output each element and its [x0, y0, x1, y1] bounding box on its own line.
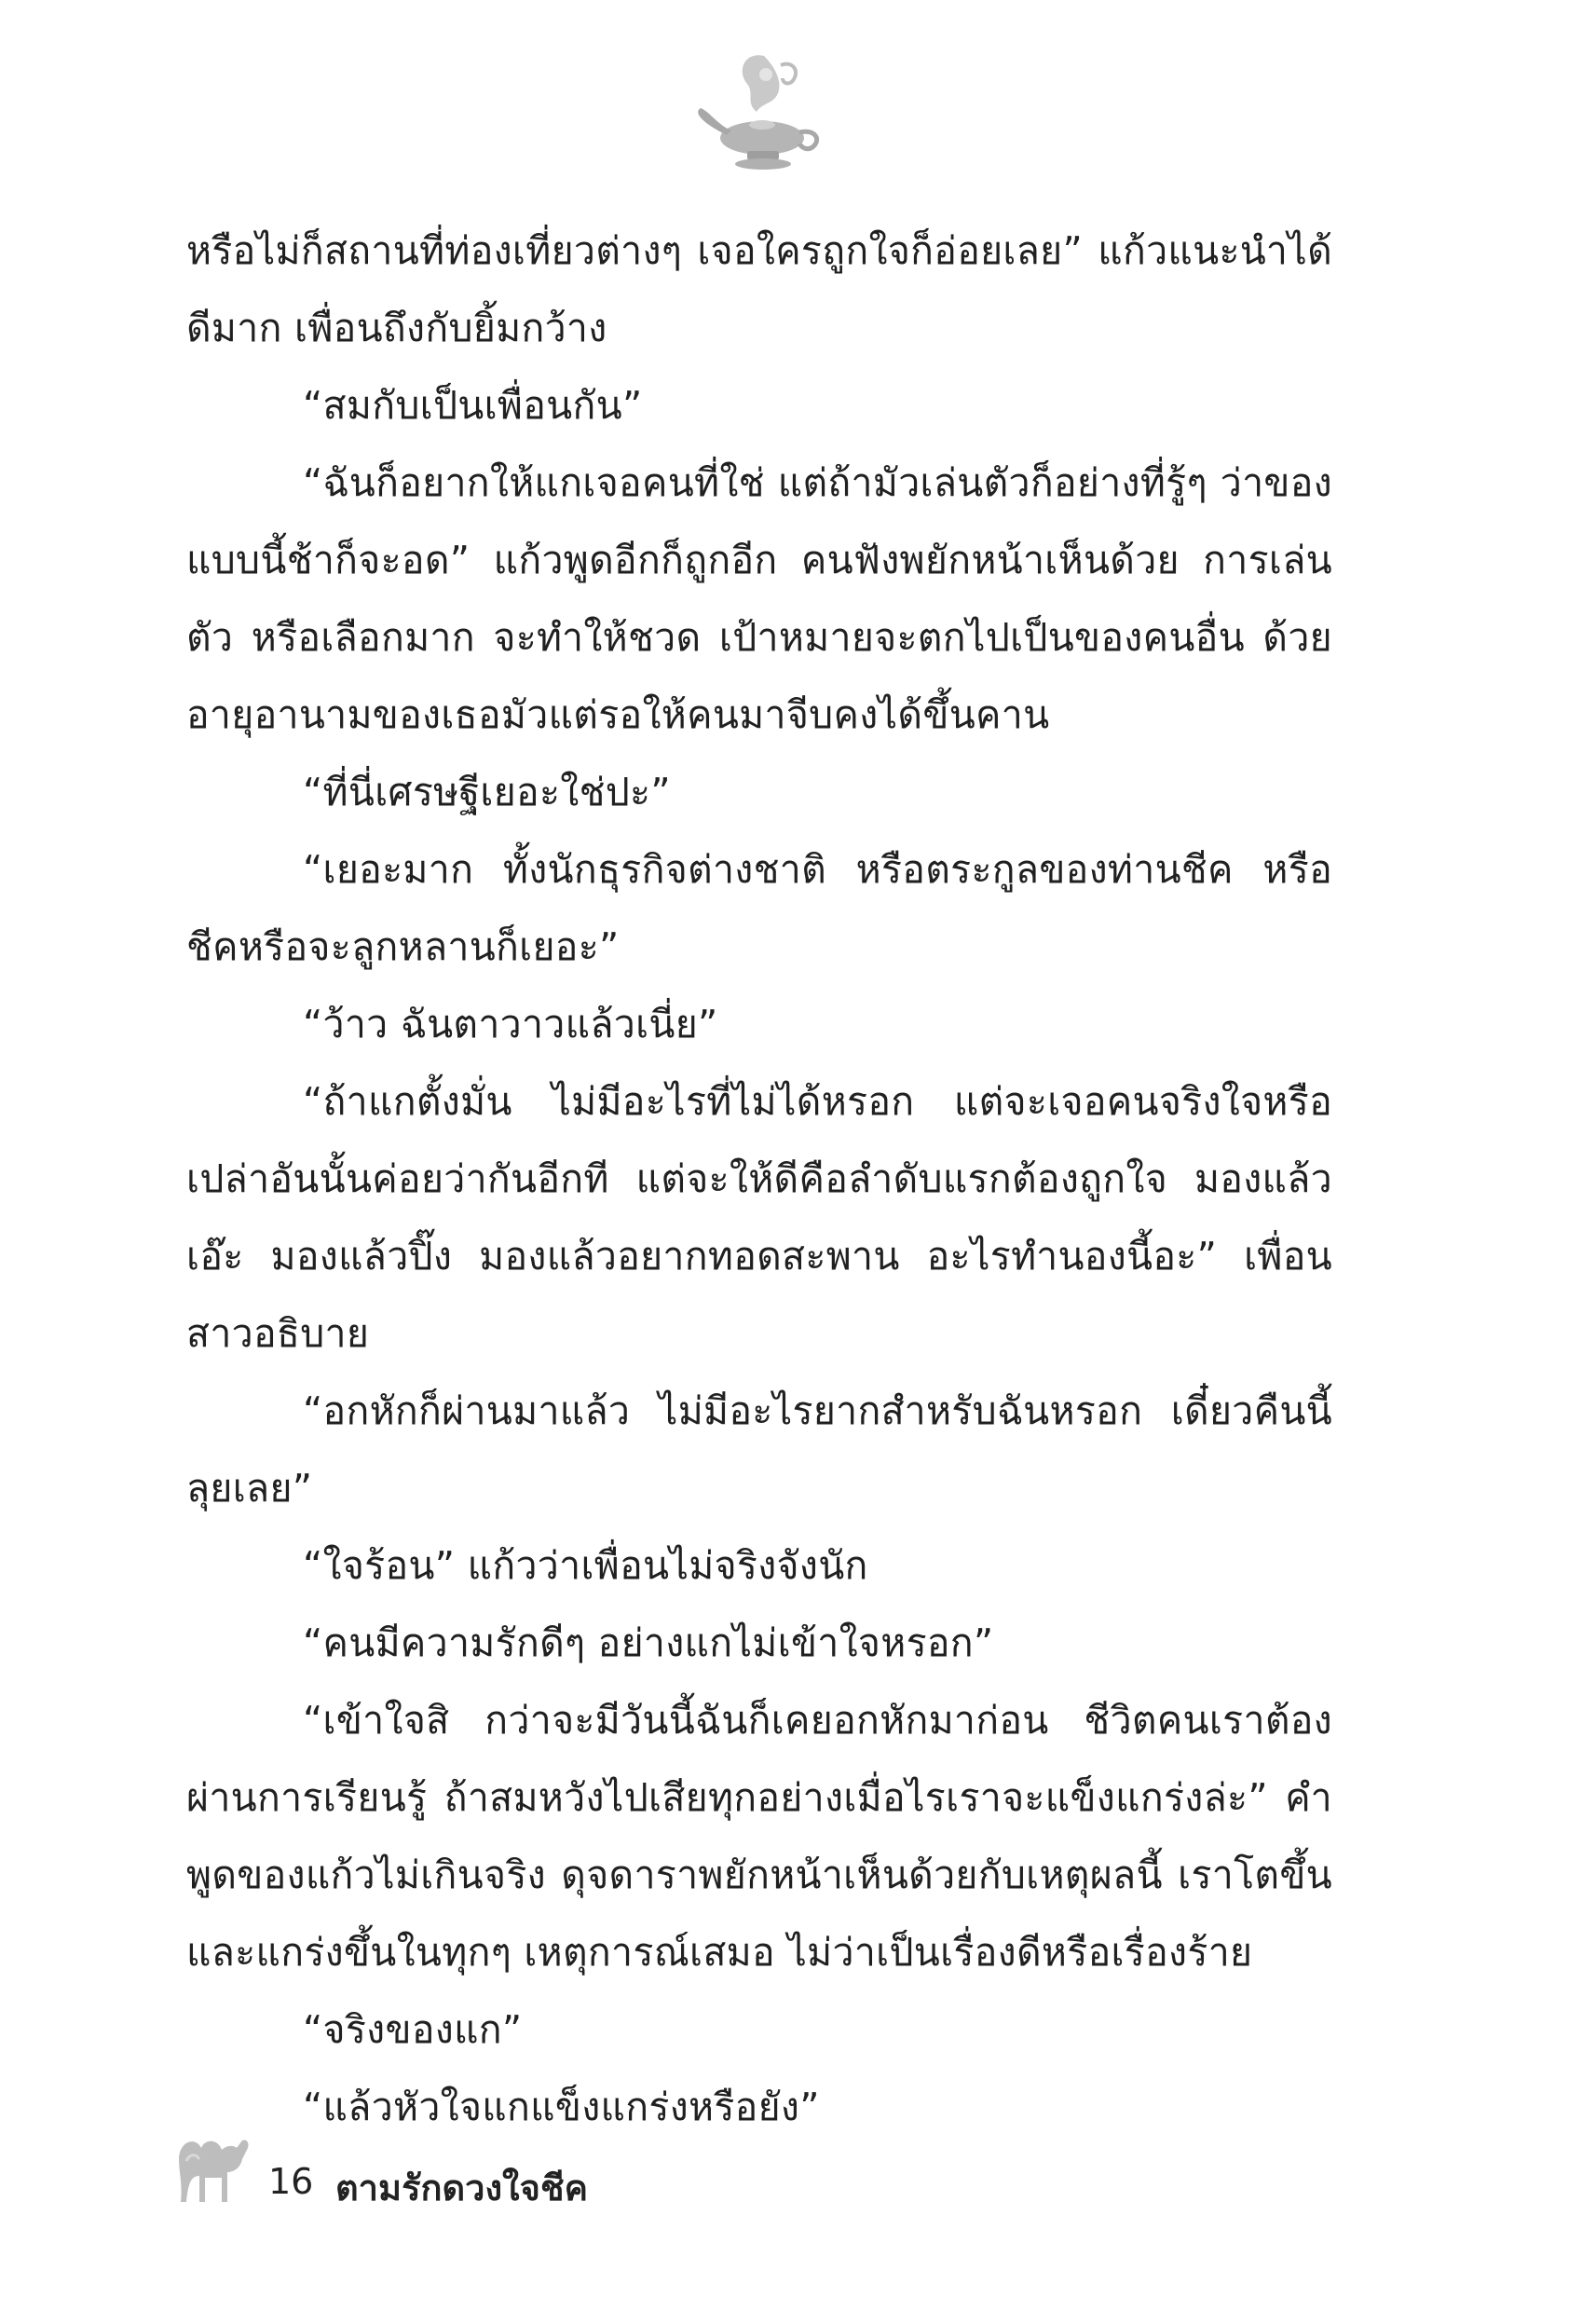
paragraph: “อกหักก็ผ่านมาแล้ว ไม่มีอะไรยากสำหรับฉันหรอก เดี๋ยวคืนนี้ลุยเลย” [186, 1388, 1332, 1511]
body-text [186, 212, 1332, 2146]
page-number: 16 [268, 2161, 314, 2202]
page-footer [168, 2120, 727, 2222]
paragraph: “แล้วหัวใจแกแข็งแกร่งหรือยัง” [303, 2085, 820, 2129]
genie-lamp-icon [689, 47, 829, 177]
paragraph: “จริงของแก” [303, 2007, 523, 2052]
camel-icon [168, 2120, 253, 2209]
paragraph: “เข้าใจสิ กว่าจะมีวันนี้ฉันก็เคยอกหักมาก่อน ชีวิตคนเราต้องผ่านการเรียนรู้ ถ้าสมหวังไปเสียทุกอย่างเมื่อไรเราจะแข็งแกร่งล่ะ” คำพูดของแก้วไม่เกินจริง ดุจดาราพยักหน้าเห็นด้วยกับเหตุผลนี้ เราโตขึ้น และแกร่งขึ้นในทุกๆ เหตุการณ์เสมอ ไม่ว่าเป็นเรื่องดีหรือเรื่องร้าย [186, 1698, 1332, 1975]
paragraph: “คนมีความรักดีๆ อย่างแกไม่เข้าใจหรอก” [303, 1620, 994, 1665]
paragraph: หรือไม่ก็สถานที่ท่องเที่ยวต่างๆ เจอใครถูกใจก็อ่อยเลย” แก้วแนะนำได้ดีมาก เพื่อนถึงกับยิ้มกว้าง [186, 228, 1332, 350]
paragraph: “ว้าว ฉันตาวาวแล้วเนี่ย” [303, 1002, 718, 1046]
paragraph: “ฉันก็อยากให้แกเจอคนที่ใช่ แต่ถ้ามัวเล่นตัวก็อย่างที่รู้ๆ ว่าของแบบนี้ช้าก็จะอด” แก้วพูดอีกก็ถูกอีก คนฟังพยักหน้าเห็นด้วย การเล่นตัว หรือเลือกมาก จะทำให้ชวด เป้าหมายจะตกไปเป็นของคนอื่น ด้วยอายุอานามของเธอมัวแต่รอให้คนมาจีบคงได้ขึ้นคาน [186, 460, 1332, 737]
paragraph: “เยอะมาก ทั้งนักธุรกิจต่างชาติ หรือตระกูลของท่านชีค หรือชีคหรือจะลูกหลานก็เยอะ” [186, 847, 1332, 969]
paragraph: “ที่นี่เศรษฐีเยอะใช่ปะ” [303, 770, 671, 814]
running-title: ตามรักดวงใจชีค [335, 2167, 589, 2208]
paragraph: “สมกับเป็นเพื่อนกัน” [303, 383, 643, 428]
paragraph: “ถ้าแกตั้งมั่น ไม่มีอะไรที่ไม่ได้หรอก แต่จะเจอคนจริงใจหรือเปล่าอันนั้นค่อยว่ากันอีกที แต่จะให้ดีคือลำดับแรกต้องถูกใจ มองแล้วเอ๊ะ มองแล้วปิ๊ง มองแล้วอยากทอดสะพาน อะไรทำนองนี้อะ” เพื่อนสาวอธิบาย [186, 1079, 1332, 1356]
paragraph: “ใจร้อน” แก้วว่าเพื่อนไม่จริงจังนัก [303, 1543, 868, 1588]
